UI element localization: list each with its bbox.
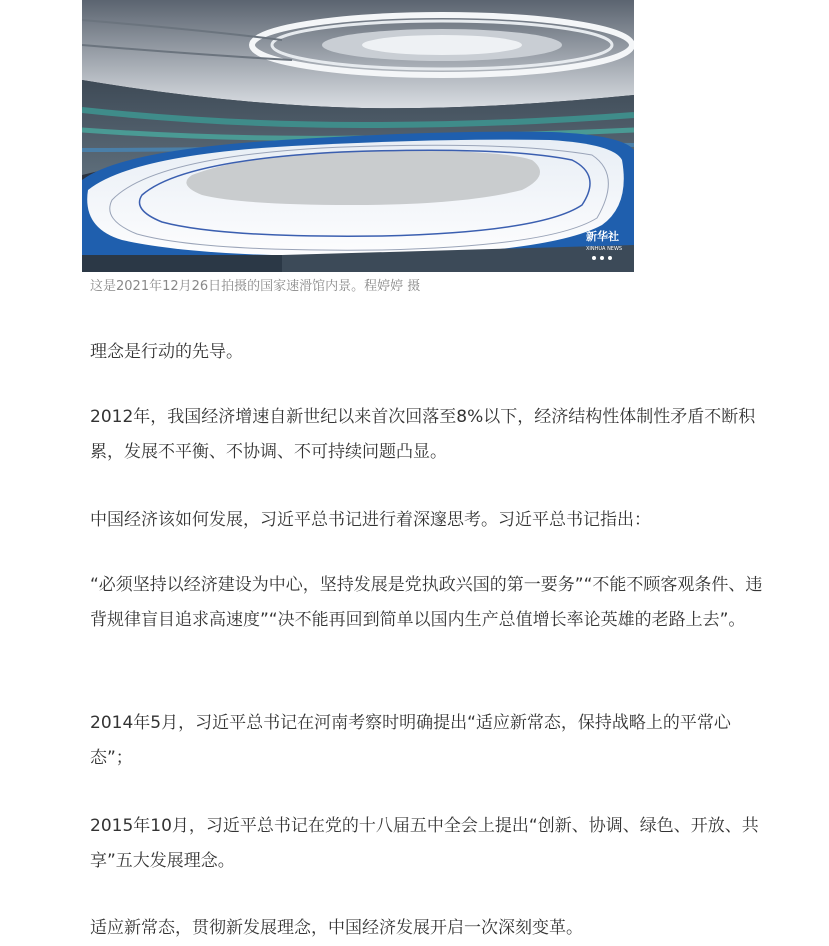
- article-photo: [82, 0, 634, 272]
- svg-text:新华社: 新华社: [586, 230, 619, 243]
- speed-skating-oval-photo: [82, 0, 634, 272]
- photo-caption: 这是2021年12月26日拍摄的国家速滑馆内景。程婷婷 摄: [90, 279, 421, 294]
- paragraph-4: “必须坚持以经济建设为中心，坚持发展是党执政兴国的第一要务”“不能不顾客观条件、违背规律盲目追求高速度”“决不能再回到简单以国内生产总值增长率论英雄的老路上去”。: [90, 575, 763, 630]
- paragraph-1: 理念是行动的先导。: [90, 342, 243, 362]
- svg-text:XINHUA NEWS: XINHUA NEWS: [586, 246, 623, 252]
- paragraph-7: 适应新常态，贯彻新发展理念，中国经济发展开启一次深刻变革。: [90, 918, 583, 938]
- paragraph-6: 2015年10月，习近平总书记在党的十八届五中全会上提出“创新、协调、绿色、开放、共享”五大发展理念。: [90, 816, 759, 871]
- paragraph-3: 中国经济该如何发展，习近平总书记进行着深邃思考。习近平总书记指出：: [90, 510, 651, 530]
- paragraph-5: 2014年5月，习近平总书记在河南考察时明确提出“适应新常态，保持战略上的平常心态”；: [90, 713, 731, 768]
- paragraph-2: 2012年，我国经济增速自新世纪以来首次回落至8%以下，经济结构性体制性矛盾不断积累，发展不平衡、不协调、不可持续问题凸显。: [90, 407, 756, 462]
